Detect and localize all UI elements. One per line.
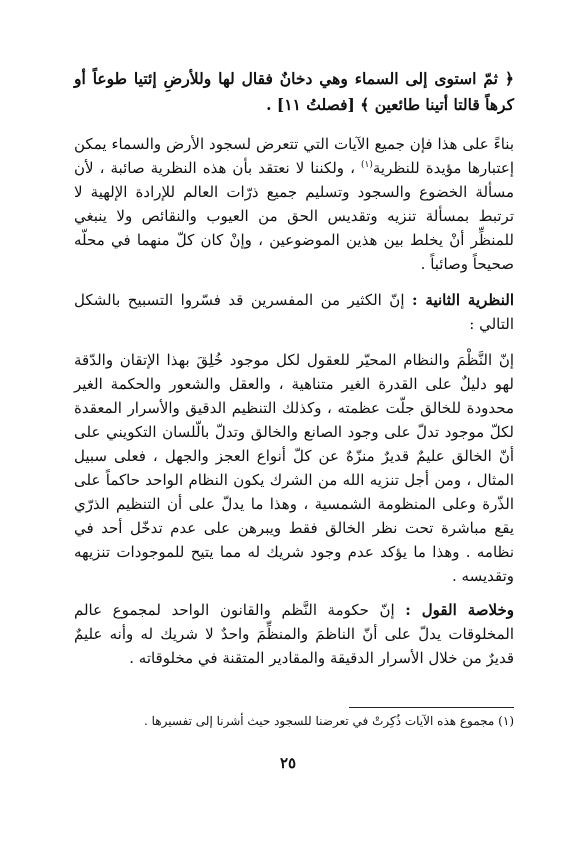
paragraph-4 [74,598,514,670]
paragraph-1-text-b: ، ولكننا لا نعتقد بأن هذه النظرية صائبة ، لأن مسألة الخضوع والسجود وتسليم جميع ذرّات العالم للإرادة الإلهية لا ترتبط بمسألة تنزيه وتقديس الحق من العيوب والنقائص ولا ينبغي للمنظِّر أنْ يخلط بين هذين الموضوعين ، وإنْ كان كلّ منهما في محلّه صحيحاً وصائباً . [74,159,514,273]
quran-quote-text: ﴿ ثمّ استوى إلى السماء وهي دخانٌ فقال لها وللأرضِ إئتيا طوعاً أو كرهاً قالتا أتينا طائعين ﴾ [فصلتُ ١١] . [74,69,514,114]
paragraph-1-text-a: بناءً على هذا فإن جميع الآيات التي تتعرض لسجود الأرض والسماء يمكن إعتبارها مؤيدة للنظرية [74,135,514,177]
footnote-text: (١) مجموع هذه الآيات ذُكِرتْ في تعرضنا للسجود حيث أشرنا إلى تفسيرها . [144,714,514,728]
paragraph-1 [74,132,514,276]
paragraph-4-text: إنّ حكومة النَّظم والقانون الواحد لمجموع عالم المخلوقات يدلّ على أنّ الناظمَ والمنظِّمَ واحدٌ لا شريك له وأنه عليمٌ قديرٌ من خلال الأسرار الدقيقة والمقادير المتقنة في مخلوقاته . [74,601,514,667]
paragraph-2 [74,288,514,336]
page-number: ٢٥ [279,754,297,772]
paragraph-4-lead: وخلاصة القول : [405,601,514,619]
page-body [74,66,514,670]
paragraph-2-text: إنّ الكثير من المفسرين قد فسّروا التسبيح بالشكل التالي : [74,291,514,333]
quran-quote [74,66,514,118]
paragraph-2-lead: النظرية الثانية : [411,291,514,309]
footnote-divider [349,707,514,708]
footnote-reference: (١) [360,160,373,170]
footnote [74,712,514,730]
paragraph-3 [74,348,514,588]
paragraph-3-text: إنّ النَّظْمَ والنظام المحيّر للعقول لكل موجود خُلِقَ بهذا الإتقان والدّقة لهو دليلٌ على القدرة الغير متناهية ، والعقل والشعور والحكمة الغير محدودة للخالق جلّت عظمته ، وكذلك التنظيم الدقيق والأسرار المعقدة لكلّ موجود تدلّ على وجود الصانع والخالق وتدلّ بالّلسان التكويني على أنّ الخالق عليمٌ قديرٌ منزّهٌ عن كلّ أنواع العجز والجهل ، فعلى سبيل المثال ، ومن أجل تنزيه الله من الشرك يكون النظام الواحد حاكماً على الذّرة وعلى المنظومة الشمسية ، وهذا ما يدلّ على أن التنظيم الذرّي يقع مباشرة تحت نظر الخالق فقط ويبرهن على عدم تدخّل أحد في نظامه . وهذا ما يؤكد عدم وجود شريك له مما يتيح للموجودات تنزيهه وتقديسه . [74,351,514,585]
